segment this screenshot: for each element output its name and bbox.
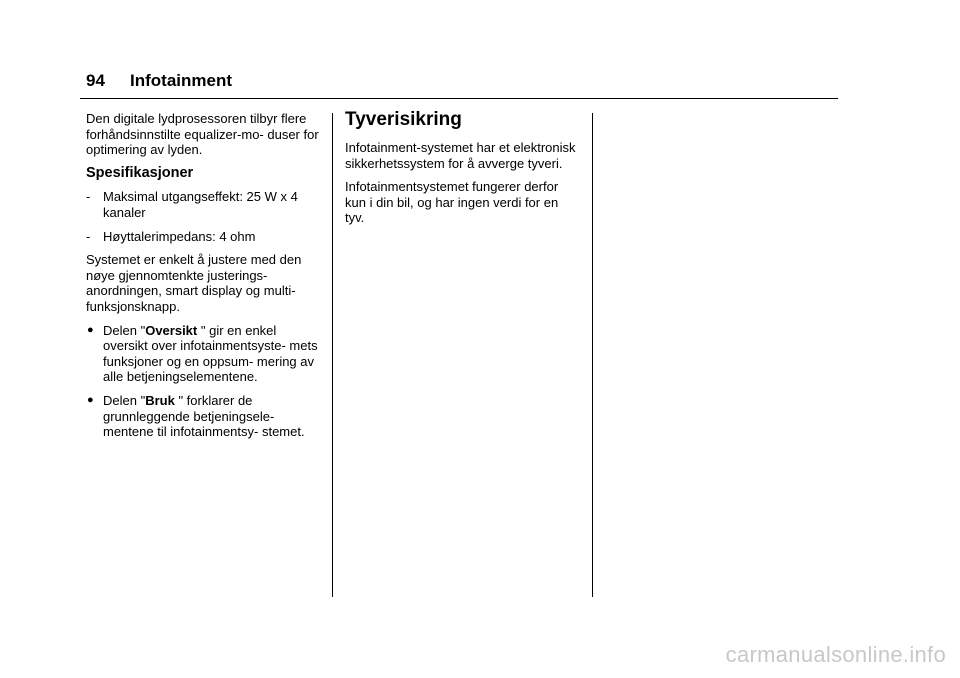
page-number: 94 [86,71,105,90]
section-title: Infotainment [130,71,232,90]
header-rule [80,98,838,99]
spec-item [86,229,322,245]
bullet-item-overview [86,323,322,385]
bullet-icon: ● [87,393,94,406]
bullet-text-pre: Delen " [103,322,146,338]
theft-paragraph-2: Infotainmentsystemet fungerer derfor kun i din bil, og har ingen verdi for en tyv. [345,179,559,226]
spec-text: Maksimal utgangseffekt: 25 W x 4 kanaler [103,189,298,220]
bullet-icon: ● [87,323,94,336]
dash-marker: - [86,228,91,244]
page-header [86,71,232,91]
column-middle [345,108,581,234]
dash-marker: - [86,189,91,205]
spec-text: Høyttalerimpedans: 4 ohm [103,228,256,244]
theft-protection-heading: Tyverisikring [345,109,462,130]
theft-paragraph-1: Infotainment-systemet har et elektronisk sikkerhetssystem for å avverge tyveri. [345,140,576,171]
spec-item [86,189,322,220]
column-divider-1 [332,113,333,597]
column-divider-2 [592,113,593,597]
bullet-bold-term: Oversikt [145,322,198,338]
column-left [86,111,322,448]
specifications-heading: Spesifikasjoner [86,164,194,181]
bullet-item-usage [86,393,322,440]
bullet-text-pre: Delen " [103,392,146,408]
body-paragraph: Systemet er enkelt å justere med den nøye gjennomtenkte justerings- anordningen, smart display og multi- funksjonsknapp. [86,252,302,314]
bullet-text-post: " gir en enkel oversikt over infotainmentsyste- mets funksjoner og en oppsum- mering av alle betjeningselementene. [103,322,318,385]
bullet-text-post: " forklarer de grunnleggende betjeningsele- mentene til infotainmentsy- stemet. [103,392,305,440]
intro-paragraph: Den digitale lydprosessoren tilbyr flere forhåndsinnstilte equalizer-mo- duser for optimering av lyden. [86,111,319,158]
watermark: carmanualsonline.info [725,642,946,667]
bullet-bold-term: Bruk [145,392,175,408]
